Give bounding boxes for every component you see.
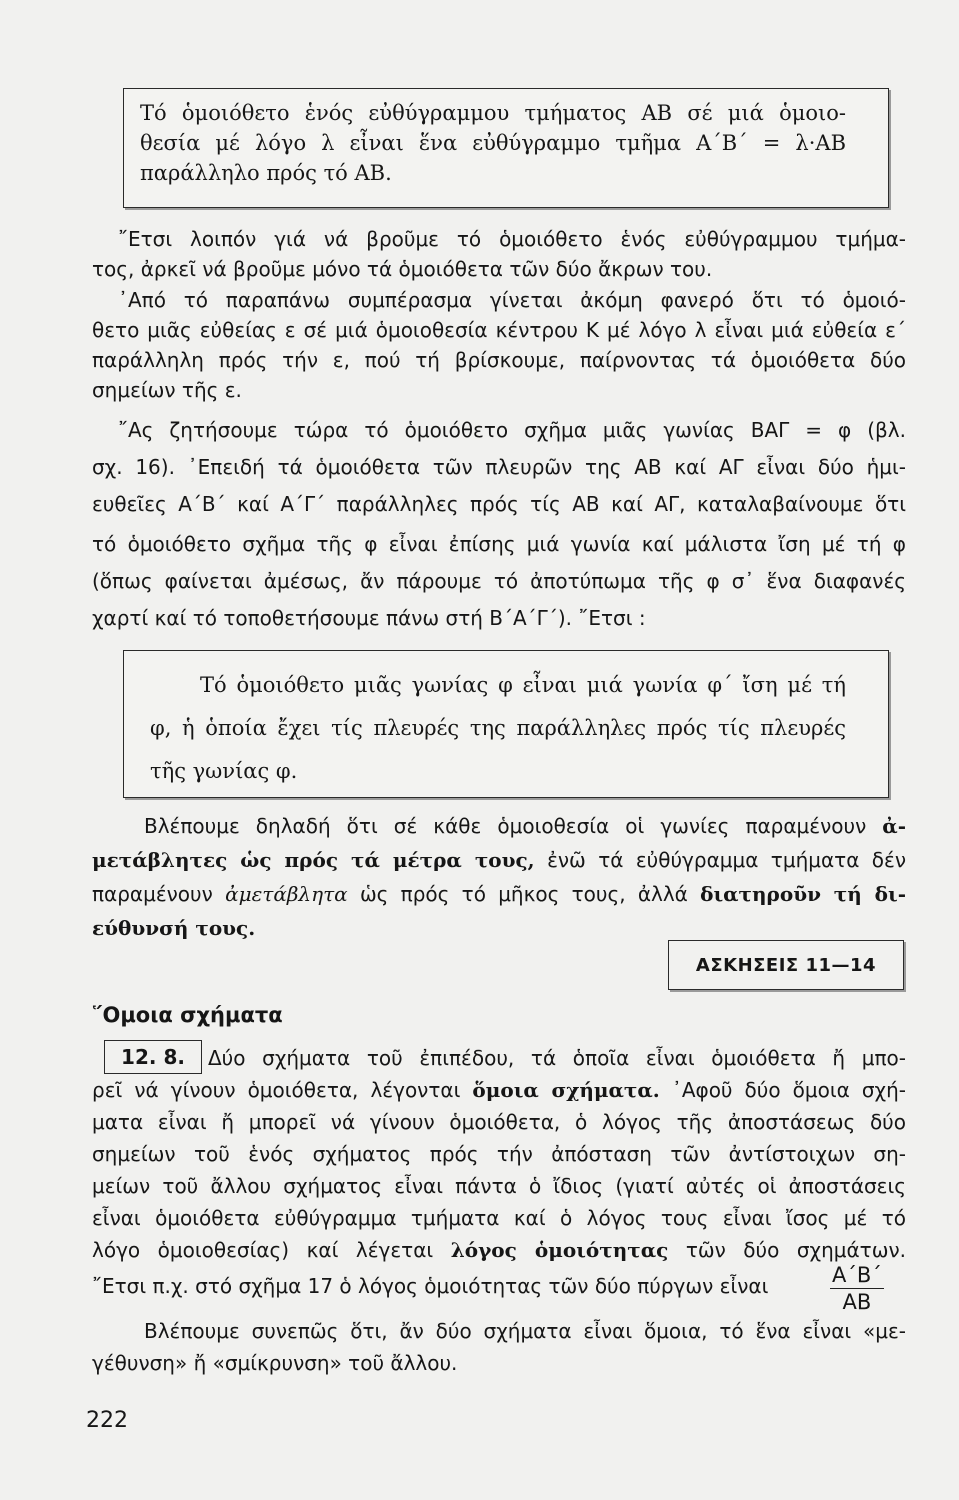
fraction-numerator: Α΄Β΄ — [832, 1263, 882, 1287]
paragraph-6 — [92, 1315, 906, 1379]
text-line: ᾿Από τό παραπάνω συμπέρασμα γίνεται ἀκόμη φανερό ὅτι τό ὁμοιό- — [118, 288, 906, 312]
text-run: ρεῖ νά γίνουν ὁμοιόθετα, λέγονται — [92, 1078, 461, 1102]
text-line: Βλέπουμε συνεπῶς ὅτι, ἄν δύο σχήματα εἶναι ὅμοια, τό ἕνα εἶναι «με- — [144, 1319, 906, 1343]
section-title — [92, 1000, 283, 1030]
text-line: ῎Ετσι π.χ. στό σχῆμα 17 ὁ λόγος ὁμοιότητας τῶν δύο πύργων εἶναι — [92, 1274, 769, 1298]
text-line: Δύο σχήματα τοῦ ἐπιπέδου, τά ὁποῖα εἶναι ὁμοιόθετα ἤ μπο- — [208, 1046, 906, 1070]
text-line: χαρτί καί τό τοποθετήσουμε πάνω στή Β΄Α΄Γ΄). ῎Ετσι : — [92, 606, 646, 630]
bold-term: λόγος ὁμοιότητας — [450, 1238, 669, 1262]
text-line: φ, ἡ ὁποία ἔχει τίς πλευρές της παράλληλες πρός τίς πλευρές — [150, 716, 846, 740]
text-line: τῆς γωνίας φ. — [150, 759, 298, 783]
text-run: Βλέπουμε δηλαδή ὅτι σέ κάθε ὁμοιοθεσία οἱ γωνίες παραμένουν — [144, 814, 867, 838]
ratio-fraction — [830, 1262, 884, 1315]
text-line: παράλληλο πρός τό ΑΒ. — [140, 161, 392, 185]
text-line: θεσία μέ λόγο λ εἶναι ἕνα εὐθύγραμμο τμῆμα Α΄Β΄ = λ·ΑΒ — [140, 131, 846, 155]
paragraph-1 — [92, 224, 906, 284]
text-line: τος, ἀρκεῖ νά βροῦμε μόνο τά ὁμοιόθετα τῶν δύο ἄκρων του. — [92, 257, 713, 281]
paragraph-3 — [92, 412, 906, 637]
text-line: θετο μιᾶς εὐθείας ε σέ μιά ὁμοιοθεσία κέντρου Κ μέ λόγο λ εἶναι μιά εὐθεία ε΄ — [92, 318, 906, 342]
paragraph-2 — [92, 285, 906, 405]
text-run: παραμένουν — [92, 882, 213, 906]
exercises-label: ΑΣΚΗΣΕΙΣ 11—14 — [695, 954, 877, 976]
bold-term: ἀ- — [882, 814, 906, 838]
paragraph-4 — [92, 809, 906, 945]
text-line: (ὅπως φαίνεται ἀμέσως, ἄν πάρουμε τό ἀποτύπωμα τῆς φ σ᾿ ἕνα διαφανές — [92, 569, 906, 593]
text-run: ἐνῶ τά εὐθύγραμμα τμήματα δέν — [547, 848, 907, 872]
bold-term: εύθυνσή τους. — [92, 916, 256, 940]
page-number-text: 222 — [86, 1408, 128, 1433]
text-line: γέθυνση» ἤ «σμίκρυνση» τοῦ ἄλλου. — [92, 1351, 458, 1375]
text-run: λόγο ὁμοιοθεσίας) καί λέγεται — [92, 1238, 434, 1262]
bold-term: διατηροῦν τή δι- — [700, 882, 906, 906]
text-run: τῶν δύο σχημάτων. — [685, 1238, 907, 1262]
exercises-label-box — [668, 940, 904, 990]
bold-term: ὅμοια σχήματα. — [472, 1078, 660, 1102]
text-line — [92, 809, 906, 843]
paragraph-5 — [92, 1042, 906, 1302]
bold-term: μετάβλητες ὡς πρός τά μέτρα τους, — [92, 848, 535, 872]
text-line: Τό ὁμοιόθετο ἑνός εὐθύγραμμου τμήματος ΑΒ σέ μιά ὁμοιο- — [140, 101, 846, 125]
text-line: ῎Ας ζητήσουμε τώρα τό ὁμοιόθετο σχῆμα μιᾶς γωνίας ΒΑΓ = φ (βλ. — [118, 418, 906, 442]
text-line: εἶναι ὁμοιόθετα εὐθύγραμμα τμήματα καί ὁ λόγος τους εἶναι ἴσος μέ τό — [92, 1206, 906, 1230]
text-line: σχ. 16). ᾿Επειδή τά ὁμοιόθετα τῶν πλευρῶν της ΑΒ καί ΑΓ εἶναι δύο ἡμι- — [92, 455, 906, 479]
text-line: παράλληλη πρός τήν ε, πού τή βρίσκουμε, παίρνοντας τά ὁμοιόθετα δύο — [92, 348, 906, 372]
text-line — [92, 843, 906, 877]
text-line — [92, 877, 906, 911]
text-line: τό ὁμοιόθετο σχῆμα τῆς φ εἶναι ἐπίσης μιά γωνία καί μάλιστα ἴση μέ τή φ — [92, 532, 906, 556]
definition-text-segment — [140, 98, 846, 188]
text-run: ὡς πρός τό μῆκος τους, ἀλλά — [359, 882, 688, 906]
section-title-text: ῞Ομοια σχήματα — [92, 1003, 283, 1027]
italic-term: ἀμετάβλητα — [225, 882, 348, 906]
text-run: ᾿Αφοῦ δύο ὅμοια σχή- — [671, 1078, 906, 1102]
section-number: 12. 8. — [121, 1045, 185, 1069]
text-line: Τό ὁμοιόθετο μιᾶς γωνίας φ εἶναι μιά γωνία φ΄ ἴση μέ τή — [200, 673, 846, 697]
text-line: ῎Ετσι λοιπόν γιά νά βροῦμε τό ὁμοιόθετο ἑνός εὐθύγραμμου τμήμα- — [118, 227, 906, 251]
text-line: ματα εἶναι ἤ μπορεῖ νά γίνουν ὁμοιόθετα, ὁ λόγος τῆς ἀποστάσεως δύο — [92, 1110, 906, 1134]
page-number — [86, 1406, 128, 1436]
text-line — [92, 1234, 906, 1266]
text-line: σημείων τῆς ε. — [92, 378, 242, 402]
text-line: σημείων τοῦ ἑνός σχήματος πρός τήν ἀπόσταση τῶν ἀντίστοιχων ση- — [92, 1142, 906, 1166]
text-line — [92, 1074, 906, 1106]
text-line: ευθεῖες Α΄Β΄ καί Α΄Γ΄ παράλληλες πρός τίς ΑΒ καί ΑΓ, καταλαβαίνουμε ὅτι — [92, 492, 906, 516]
definition-text-angle — [140, 664, 846, 793]
text-line: μείων τοῦ ἄλλου σχήματος εἶναι πάντα ὁ ἴδιος (γιατί αὐτές οἱ ἀποστάσεις — [92, 1174, 906, 1198]
fraction-denominator: ΑΒ — [842, 1290, 872, 1314]
